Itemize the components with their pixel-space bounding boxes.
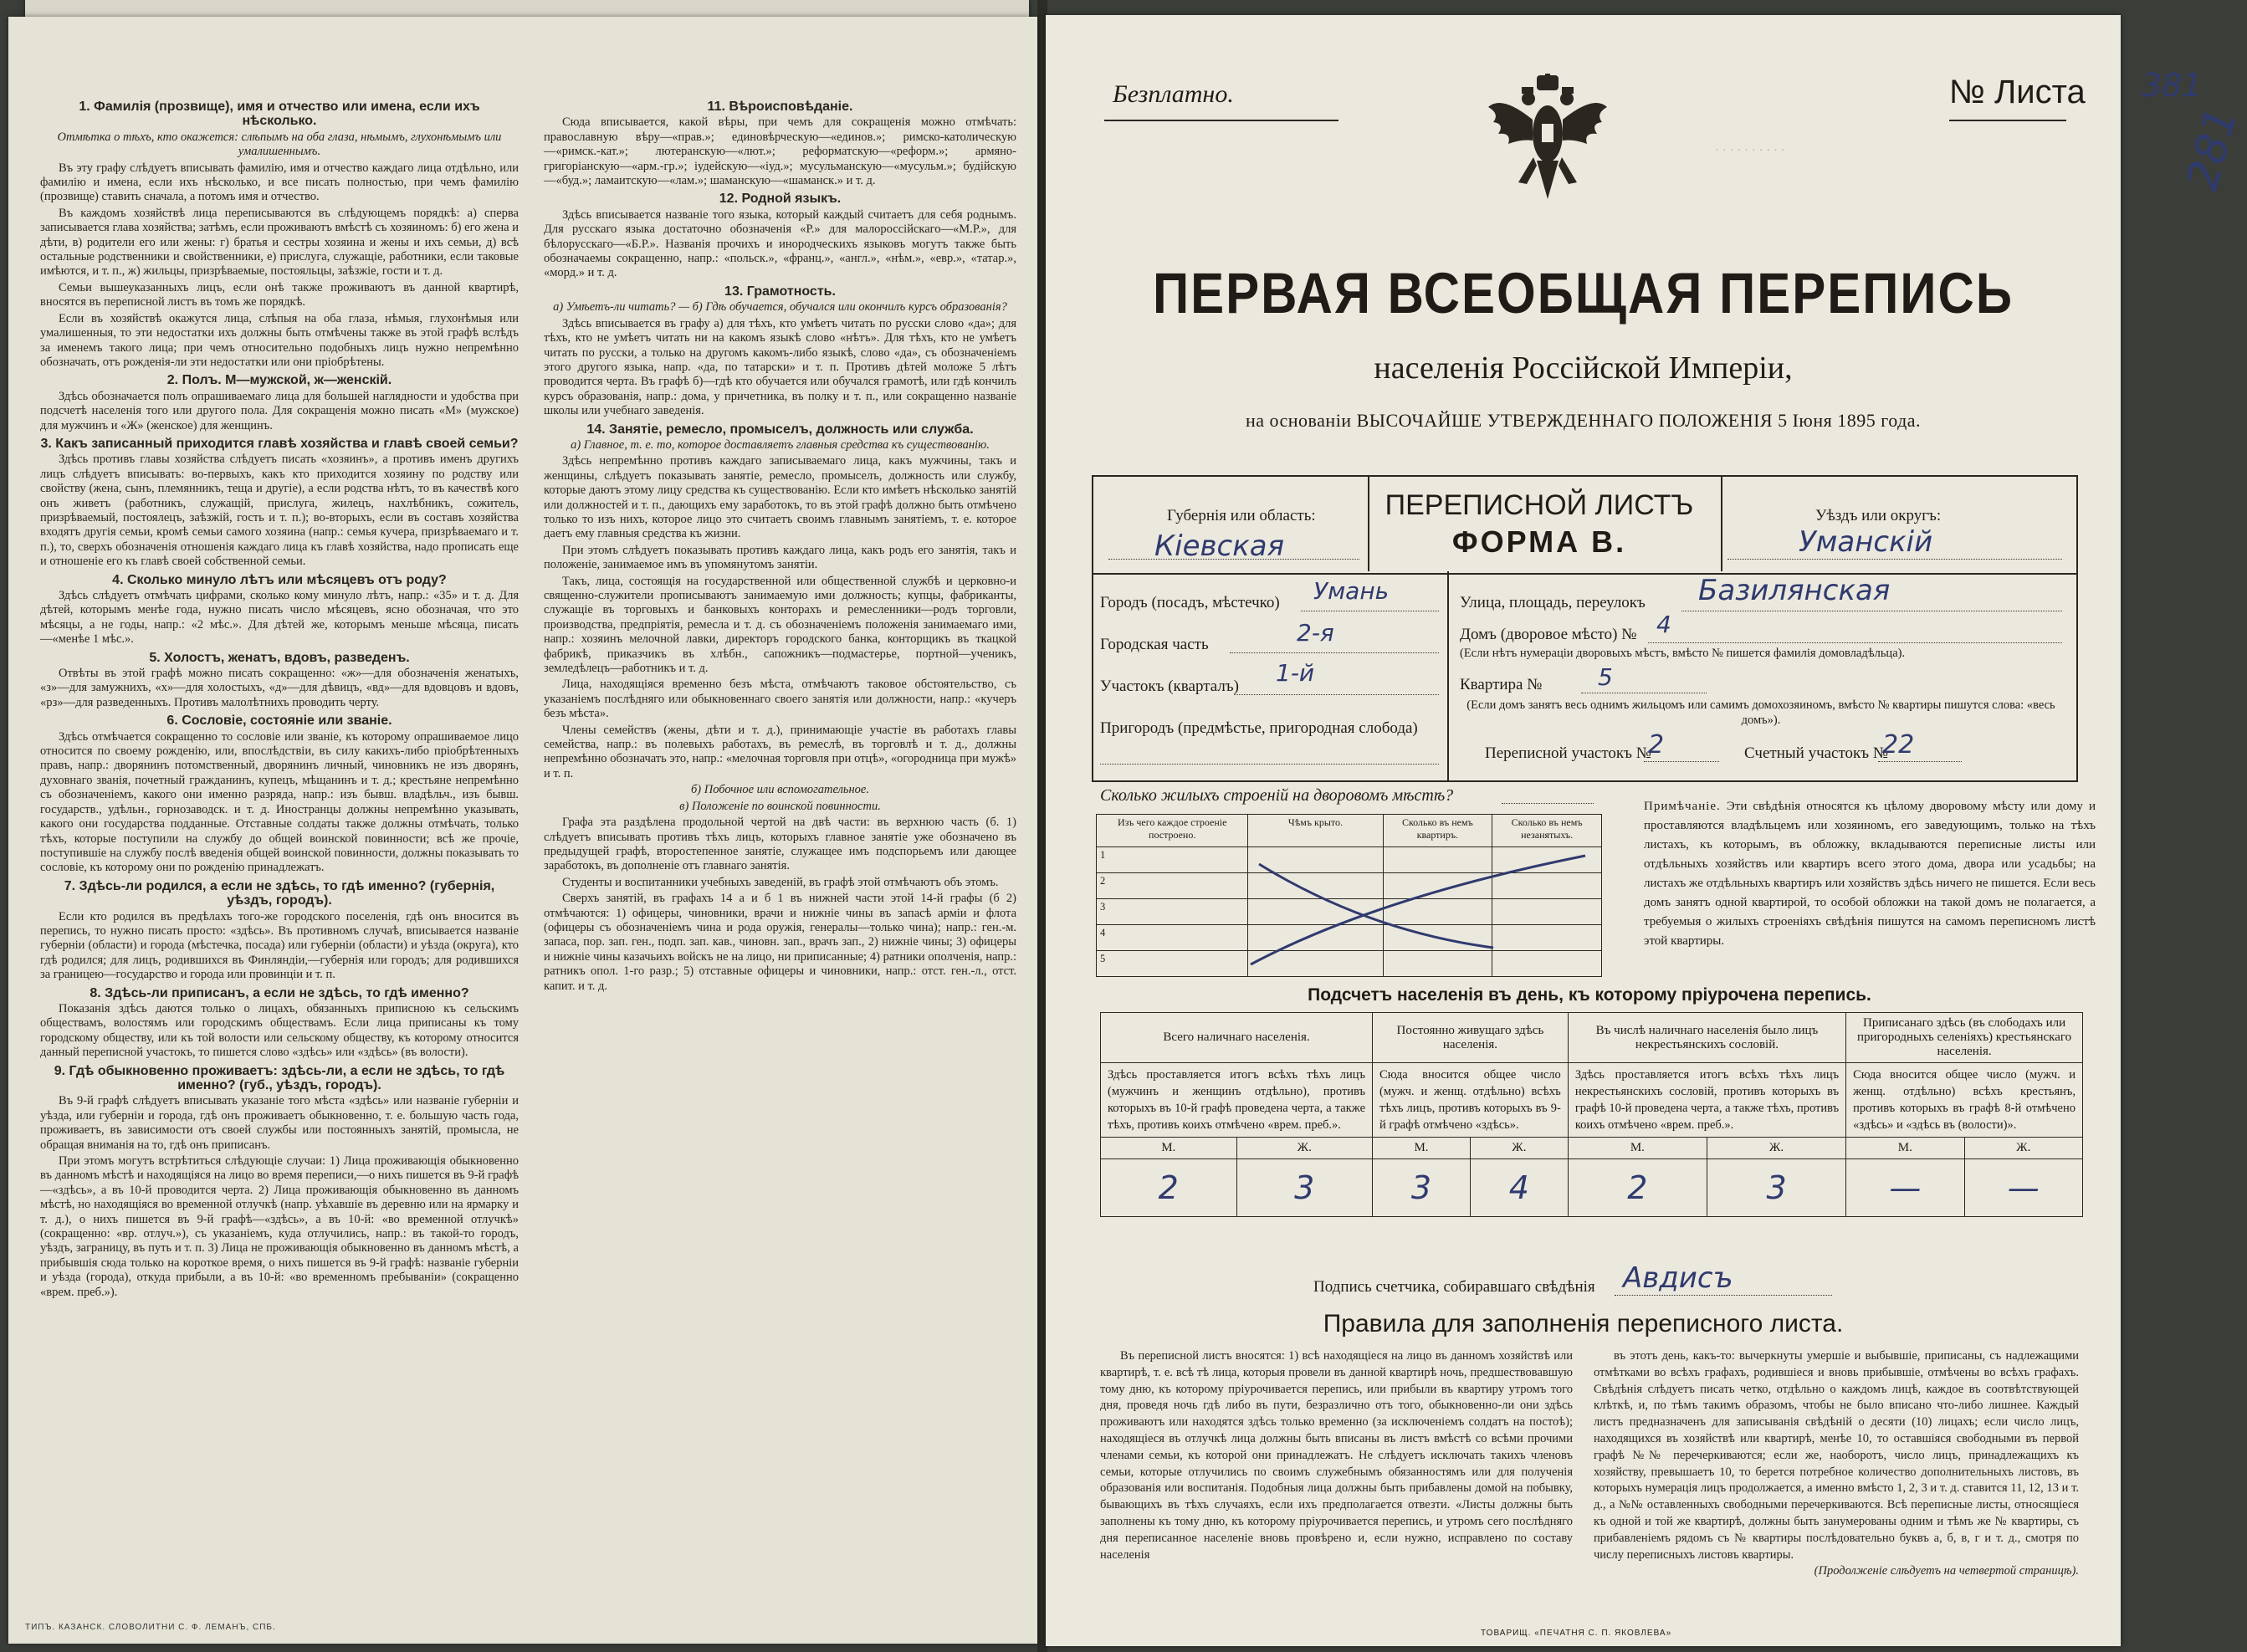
pop-value: 3 <box>1373 1159 1471 1217</box>
paragraph: Здѣсь вписывается названіе того языка, который каждый считаетъ для себя роднымъ. Для русскаго языка достаточно обозначенія «Р.» для малороссійскаго—«М.Р.», для бѣлорусскаго—«Б.Р.». Названія прочихъ и инородческихъ языковъ могутъ также быть обозначаемы сокращенно, напр.: «польск.», «франц.», «англ.», «нѣм.», «евр.», «татар.», «морд.» и т. д. <box>544 207 1016 280</box>
section-title: 3. Какъ записанный приходится главѣ хозяйства и главѣ своей семьи? <box>40 436 519 451</box>
paragraph: Здѣсь непремѣнно противъ каждаго записываемаго лица, какъ мужчины, такъ и женщины, слѣдуетъ показывать занятіе, ремесло, промыселъ, должность или службу, которые даютъ этому лицу средства къ существованію. Если кто имѣетъ нѣсколько занятій или должностей и т. п., дающихъ ему заработокъ, то въ этой графѣ должно быть отмѣчено только то изъ нихъ, которое лицо это считаетъ своимъ главнымъ занятіемъ, т. е. которое даетъ ему главныя средства къ жизни. <box>544 454 1016 541</box>
pop-values-row <box>1101 1159 2083 1217</box>
population-count-title: Подсчетъ населенія въ день, къ которому пріурочена перепись. <box>1308 985 1871 1005</box>
sex-zh: Ж. <box>1964 1138 2082 1159</box>
pop-header-non-peasant: Въ числѣ наличнаго населенія было лицъ некрестьянскихъ сословій. <box>1568 1013 1845 1063</box>
enumerator-signature-label: Подпись счетчика, собиравшаго свѣдѣнія <box>1313 1278 1595 1296</box>
paragraph: Члены семействъ (жены, дѣти и т. д.), принимающіе участіе въ работахъ главы семейства, напр.: въ полевыхъ работахъ, въ ремеслѣ, въ торговлѣ и т. д., должны непремѣнно обозначать это, напр.: «мелочная торговля при отцѣ», «огородница при мужѣ» и т. п. <box>544 723 1016 780</box>
paragraph: Здѣсь обозначается полъ опрашиваемаго лица для большей наглядности и удобства при подсчетѣ населенія того или другого пола. Для сокращенія можно писать «М» (мужское) для мужчинъ и «Ж» (женское) для женщинъ. <box>40 389 519 432</box>
paragraph: Здѣсь слѣдуетъ отмѣчать цифрами, сколько кому минуло лѣтъ, напр.: «35» и т. д. Для дѣтей, которымъ менѣе года, нужно писать число мѣсяцевъ, ясно обозначая, что это мѣсяцы, а не годы, напр.: «2 мѣс.». Для дѣтей же, которымъ меньше мѣсяца, писать—«менѣе 1 мѣс.». <box>40 589 519 647</box>
paragraph: Здѣсь отмѣчается сокращенно то сословіе или званіе, къ которому опрашиваемое лицо относится по своему рожденію, или, впослѣдствіи, въ силу какихъ-либо пріобрѣтенныхъ правъ, напр.: дворянинъ потомственный, дворянинъ личный, чиновникъ не изъ дворянъ, духовнаго званія, почетный гражданинъ, купецъ, мѣщанинъ и т. д.; крестьяне непремѣнно съ обозначеніемъ, какого они именно разряда, напр.: изъ бывш. владѣльч., изъ бывш. государств., удѣльн., горнозаводск. и т. д. Иностранцы должны непремѣнно указывать, какого они государства подданные. Отставные солдаты также должны отмѣчать, только тѣхъ, которые поступили на службу до общей воинской повинности; всѣ же прочіе, поступившіе на службу послѣ введенія общей воинской повинности, должны показывать то сословіе, къ которому они по рожденію принадлежатъ. <box>40 729 519 875</box>
section-title: 6. Сословіе, состояніе или званіе. <box>166 713 392 729</box>
paragraph: Такъ, лица, состоящія на государственной или общественной службѣ и церковно-и священно-служители прописываютъ занимаемую ими должность; купцы, фабриканты, служащіе въ торговыхъ и банковыхъ конторахъ и ремесленники—родъ торговли, производства, предпріятія, ремесла и т. д. съ обозначеніемъ положенія занимаемаго ими, напр.: хозяинъ мелочной лавки, директоръ городского банка, конторщикъ въ ткацкой фабрикѣ, приказчикъ въ хлѣбн., сапожникъ—подмастерье, портной—ученикъ, земледѣлецъ—работникъ и т. д. <box>544 574 1016 676</box>
pop-value: 2 <box>1568 1159 1707 1217</box>
census-title: ПЕРВАЯ ВСЕОБЩАЯ ПЕРЕПИСЬ <box>1153 260 2014 326</box>
paragraph: Въ каждомъ хозяйствѣ лица переписываются въ слѣдующемъ порядкѣ: а) сперва записывается глава хозяйства; затѣмъ, если проживаютъ вмѣстѣ съ хозяиномъ: б) его жена и дѣти, в) родители его или жены: г) братья и сестры хозяина и жены и ихъ семьи, д) всѣ остальные родственники и свойственники, е) прислуга, служащіе, работники, если таковые имѣются, и т. п., ж) жильцы, призрѣваемые, постояльцы, заѣзжіе, гости и т. д. <box>40 206 519 279</box>
section-title: 5. Холостъ, женатъ, вдовъ, разведенъ. <box>149 650 410 665</box>
left-page-instructions <box>8 17 1037 1644</box>
schet-uchastok-value: 22 <box>1882 730 1915 760</box>
uchastok-line <box>1234 694 1439 695</box>
guberniya-label: Губернія или область: <box>1167 507 1316 524</box>
printer-footer: ТИПЪ. КАЗАНСК. СЛОВОЛИТНИ С. Ф. ЛЕМАНЪ, СПБ. <box>25 1623 276 1632</box>
pop-desc: Сюда вносится общее число (мужч. и женщ. отдѣльно) всѣхъ тѣхъ лицъ, противъ которыхъ въ 9-й графѣ отмѣчено «здѣсь». <box>1373 1063 1569 1138</box>
pop-desc: Здѣсь проставляется итогъ всѣхъ тѣхъ лицъ некрестьянскихъ сословій, противъ которыхъ въ графѣ 10-й проведена черта, а также тѣхъ, противъ коихъ отмѣчено «врем. преб.». <box>1568 1063 1845 1138</box>
bldg-row-number: 4 <box>1097 925 1248 951</box>
note-text: Эти свѣдѣнія относятся къ цѣлому дворовому мѣсту или дому и проставляются владѣльцемъ или хозяиномъ, его заведующимъ, только на тѣхъ листахъ, къ которымъ, въ обложку, вкладываются переписные листы или отдѣльныхъ хозяйствъ или квартиръ всего этого дома, двора или усадьбы; на листахъ же отдѣльныхъ квартиръ или хозяйствъ здѣсь ничего не пишется. Если весь домъ занятъ одной квартирой, то особой обложки на такой домъ не полагается, а требуемыя о жилыхъ строеніяхъ свѣдѣнія пишутся на самомъ переписномъ листѣ этой квартиры. <box>1644 800 2096 948</box>
bldg-header-material: Изъ чего каждое строеніе построено. <box>1097 815 1248 847</box>
form-title-line1: ПЕРЕПИСНОЙ ЛИСТЪ <box>1385 489 1694 521</box>
section-subtitle: в) Положеніе по воинской повинности. <box>679 799 881 813</box>
paragraph: Графа эта раздѣлена продольной чертой на двѣ части: въ верхнюю часть (б. 1) слѣдуетъ вписывать противъ тѣхъ лицъ, которыхъ главное занятіе уже обозначено въ предыдущей графѣ, второстепенное занятіе, служащее имъ подспорьемъ или дающее заработокъ, въ дополненіе отъ главнаго занятія. <box>544 816 1016 873</box>
gorod-label: Городъ (посадъ, мѣстечко) <box>1100 594 1280 611</box>
dom-line <box>1648 642 2062 643</box>
form-title-line2: ФОРМА В. <box>1451 524 1627 559</box>
section-subtitle: Отмѣтка о тѣхъ, кто окажется: слѣпымъ на оба глаза, нѣмымъ, глухонѣмымъ или умалишеннымъ. <box>57 130 502 159</box>
sheet-number-handwritten-2: 281 <box>2177 102 2247 196</box>
bldg-row-number: 2 <box>1097 873 1248 899</box>
perepis-uchastok-line <box>1644 761 1719 762</box>
pop-header-total: Всего наличнаго населенія. <box>1101 1013 1373 1063</box>
sex-zh: Ж. <box>1707 1138 1845 1159</box>
schet-uchastok-line <box>1878 761 1962 762</box>
bldg-header-apartments: Сколько въ немъ квартиръ. <box>1383 815 1492 847</box>
printer-footer-right: ТОВАРИЩ. «ПЕЧАТНЯ С. П. ЯКОВЛЕВА» <box>1481 1629 1672 1638</box>
paragraph: При этомъ могутъ встрѣтиться слѣдующіе случаи: 1) Лица проживающія обыкновенно въ данномъ мѣстѣ и находящіяся на лицо во время переписи,—о нихъ пишется въ 9-й графѣ—«здѣсь», а въ 10-й проводится черта. 2) Лица проживающія обыкновенно въ данномъ мѣстѣ, но находящіяся во временной отлучкѣ (напр. уѣхавшіе въ деревню или на ярмарку и т. д.), о нихъ пишется въ 9-й графѣ—«здѣсь», а въ 10-й: «во временной отлучкѣ» (сокращенно: «вр. отлуч.»), съ указаніемъ, куда отлучились, напр.: въ такой-то городъ, уѣздъ, заграницу, въ путь и т. п. 3) Лица не проживающія обыкновенно въ данномъ мѣстѣ, а прибывшія сюда только на короткое время, о нихъ пишется въ 9-й графѣ: названіе губерніи и уѣзда (города), откуда прибыли, а въ 10-й: «во временномъ пребываніи» (сокращенно «врем. преб.»). <box>40 1154 519 1299</box>
chast-value: 2-я <box>1297 619 1334 647</box>
pop-header-peasant: Приписанаго здѣсь (въ слободахъ или пригородныхъ селеніяхъ) крестьянскаго населенія. <box>1846 1013 2083 1063</box>
paragraph: Семьи вышеуказанныхъ лицъ, если онѣ также проживаютъ въ данной квартирѣ, вносятся въ переписной листъ въ томъ же порядкѣ. <box>40 280 519 309</box>
rules-text-2: въ этотъ день, какъ-то: вычеркнуты умершіе и выбывшіе, приписаны, съ надлежащими отмѣтками во всѣхъ графахъ, родившіеся и вновь прибывшіе, отмѣчены во всѣхъ графахъ. Свѣдѣнія слѣдуетъ писать четко, отдѣльно о каждомъ лицѣ, каждое въ соотвѣтствующей клѣткѣ, и, по тѣмъ такимъ образомъ, чтобы не было вписано что-либо лишнее. Каждый листъ предназначенъ для записыванія свѣдѣній о десяти (10) лицахъ; если число лицъ, находящихся въ хозяйствѣ или квартирѣ, менѣе 10, то оставшіяся свободными въ первой графѣ №№ перечеркиваются; если же, наоборотъ, число лицъ, принадлежащихъ къ хозяйству, превышаетъ 10, то берется потребное количество дополнительныхъ листовъ, въ которыхъ нумерація лицъ продолжается, а именно вмѣсто 1, 2, 3 и т. д. ставится 11, 12, 13 и т. д., а №№ оставленныхъ свободными перечеркиваются. Всѣ переписные листы, относящіеся къ одной и той же квартирѣ, должны быть занумерованы одним и тѣмъ же № квартиры, съ прибавленіемъ рядомъ съ № квартиры послѣдовательно буквъ а, б, в, г и т. д., смотря по числу переписныхъ листовъ квартиры. <box>1594 1349 2079 1562</box>
perepis-uchastok-value: 2 <box>1648 730 1665 760</box>
stroenia-question: Сколько жилыхъ строеній на дворовомъ мѣстѣ? <box>1100 786 1454 805</box>
sex-m: М. <box>1568 1138 1707 1159</box>
paragraph: Здѣсь противъ главы хозяйства слѣдуетъ писать «хозяинъ», а противъ именъ другихъ лицъ слѣдуетъ вписывать: во-первыхъ, какъ кто приходится хозяину по родству или свойству (жена, сынъ, племянникъ, теща и другіе), а если родства нѣтъ, то въ качествѣ кого онъ живетъ (работникъ, служащій, прислуга, жилецъ, нахлѣбникъ, сожитель, призрѣваемый, постоялецъ, заѣзжій, гость и т. п.); во-вторыхъ, если въ составъ хозяйства входятъ другія семьи, кромѣ семьи самого хозяина (напр.: семья кучера, призрѣваемаго и т. п.), то, сверхъ обозначенія отношенія каждаго лица къ главѣ хозяйства, надо прописать еще и отношеніе его къ главѣ своей собственной семьи. <box>40 453 519 569</box>
paragraph: Если кто родился въ предѣлахъ того-же городского поселенія, гдѣ онъ вносится въ перепись, то нужно писать просто: «здѣсь». Въ противномъ случаѣ, вписывается названіе губерніи (области) и города (мѣстечка, посада) или губерніи (области) и уѣзда (округа), кто гдѣ родился; для лицъ, родившихся въ Финляндіи,—губернія или городъ; для родившихся за границею—государство и города или провинціи и т. п. <box>40 909 519 982</box>
pop-value: 2 <box>1101 1159 1237 1217</box>
section-title: 12. Родной языкъ. <box>719 192 842 207</box>
rules-column-2 <box>1594 1348 2079 1580</box>
rules-continuation: (Продолженіе слѣдуетъ на четвертой страницѣ). <box>1814 1564 2079 1578</box>
signature-line <box>1615 1295 1832 1296</box>
bldg-header-roof: Чѣмъ крыто. <box>1248 815 1383 847</box>
buildings-header-row <box>1097 815 1602 847</box>
section-title: 1. Фамилія (прозвище), имя и отчество или имена, если ихъ нѣсколько. <box>79 100 480 129</box>
paragraph: Сверхъ занятій, въ графахъ 14 а и б 1 въ нижней части этой 14-й графы (б 2) отмѣчаются: 1) офицеры, чиновники, врачи и нижніе чины въ запасѣ арміи и флота (офицеры съ обозначеніемъ чина и рода оружія, генералы—только чина); напр.: ген.-м. запаса, пор. зап. ген., подп. зап. кав., чиновн. зап., врачъ зап., 2) нижніе чины; 3) офицеры и нижніе чины казачьихъ войскъ не на лицо, ни приписанные; 4) ратники ополченія, напр.: ратникъ опол. 1-го разр.; 5) отставные офицеры и чиновники, напр.: отст. ген.-л., отст. капит. и т. д. <box>544 892 1016 993</box>
section-subtitle: а) Умѣетъ-ли читать? — б) Гдѣ обучается, обучался или окончилъ курсъ образованія? <box>553 300 1007 315</box>
population-table <box>1100 1012 2083 1217</box>
paragraph: При этомъ слѣдуетъ показывать противъ каждаго лица, какъ родъ его занятія, такъ и положеніе, занимаемое имъ въ упомянутомъ занятіи. <box>544 543 1016 572</box>
uchastok-value: 1-й <box>1276 659 1315 687</box>
sheet-number-handwritten: 381 <box>2142 67 2203 104</box>
guberniya-value: Кіевская <box>1154 529 1285 563</box>
paragraph: Отвѣты въ этой графѣ можно писать сокращенно: «ж»—для обозначенія женатыхъ, «з»—для замужнихъ, «х»—для холостыхъ, «д»—для дѣвицъ, «вд»—для вдовцовъ и вдовъ, «рз»—для разведенныхъ. Противъ малолѣтнихъ проводить черту. <box>40 667 519 709</box>
chast-line <box>1230 652 1439 653</box>
prigorod-line <box>1100 764 1439 765</box>
bldg-row-number: 3 <box>1097 899 1248 925</box>
section-title: 8. Здѣсь-ли приписанъ, а если не здѣсь, то гдѣ именно? <box>90 985 469 1000</box>
pop-value: — <box>1964 1159 2082 1217</box>
free-label: Безплатно. <box>1113 80 1234 108</box>
sheet-number-underline <box>1949 120 2066 121</box>
guberniya-line <box>1108 559 1359 560</box>
dom-note: (Если нѣтъ нумераціи дворовыхъ мѣстъ, вмѣсто № пишется фамилія домовладѣльца). <box>1460 647 1906 660</box>
rules-column-1 <box>1100 1348 1573 1563</box>
ulica-label: Улица, площадь, переулокъ <box>1460 594 1646 611</box>
address-divider <box>1447 571 1449 780</box>
buildings-crossout-mark <box>1242 847 1594 973</box>
rules-title: Правила для заполненія переписного листа. <box>1323 1310 1844 1337</box>
pop-value: 3 <box>1707 1159 1845 1217</box>
pop-value: 4 <box>1470 1159 1568 1217</box>
left-column-2 <box>544 96 1016 1593</box>
sex-zh: Ж. <box>1470 1138 1568 1159</box>
section-title: 4. Сколько минуло лѣтъ или мѣсяцевъ отъ роду? <box>112 572 447 587</box>
rules-text-1: Въ переписной листъ вносятся: 1) всѣ находящіеся на лицо въ данномъ хозяйствѣ или квартирѣ, т. е. всѣ тѣ лица, которыя провели въ данной квартирѣ ночь, предшествовавшую тому дню, къ которому пріурочивается перепись, или прибыли въ квартиру утромъ того дня, проведя ночь гдѣ либо въ пути, безразлично отъ того, обыкновенно-ли они здѣсь проживаютъ или находятся здѣсь только временно (за исключеніемъ солдатъ на постоѣ); находящіеся въ отлучкѣ лица должны быть вписаны въ листъ вмѣстѣ со всѣми прочими членами семьи, къ которой они принадлежатъ. Не слѣдуетъ исключать такихъ членовъ семьи, которые отлучились по своимъ служебнымъ обязанностямъ или для полученія образованія или воспитанія. Подобныя лица должны быть прибавлены домой на побывку, бывающихъ въ тѣхъ случаяхъ, если ихъ предполагается отвезти. «Листы должны быть заполнены къ тому дню, къ которому пріурочивается перепись, и утромъ сего послѣдняго дня переписанное населеніе вновь провѣрено и, если нужно, исправлено по составу населенія <box>1100 1349 1573 1562</box>
sex-m: М. <box>1373 1138 1471 1159</box>
pop-value: 3 <box>1236 1159 1373 1217</box>
uezd-line <box>1727 559 2062 560</box>
paragraph: Показанія здѣсь даются только о лицахъ, обязанныхъ приписною къ сельскимъ обществамъ, волостямъ или городскимъ обществамъ. Если лица приписаны къ тому городскому обществу, или къ той волости или сельскому обществу, къ которому относится данный переписной участокъ, то пишется слово «здѣсь» или «здѣсь» (въ волости). <box>40 1001 519 1060</box>
sex-zh: Ж. <box>1236 1138 1373 1159</box>
dom-value: 4 <box>1656 611 1671 638</box>
paragraph: Сюда вписывается, какой вѣры, при чемъ для сокращенія можно отмѣчать: православную вѣру—«прав.»; единовѣрческую—«единов.»; римско-католическую—«римск.-кат.»; лютеранскую—«лют.»; реформатскую—«реформ.»; армяно-григоріанскую—«арм.-гр.»; іудейскую—«іуд.»; мусульманскую—«мусульм.»; будійскую—«буд.»; ламаитскую—«лам.»; шаманскую—«шаманск.» и т. д. <box>544 115 1016 188</box>
kv-note: (Если домъ занятъ весь однимъ жильцомъ или самимъ домохозяиномъ, вмѣсто № квартиры пишутся слова: «весь домъ»). <box>1466 698 2055 727</box>
uezd-value: Уманскій <box>1799 525 1933 559</box>
paragraph: Если въ хозяйствѣ окажутся лица, слѣпыя на оба глаза, нѣмыя, глухонѣмыя или умалишенныя, то эти недостатки ихъ должны быть отмѣчены также въ этой графѣ вслѣдъ за именемъ такого лица; при чемъ относительно подобныхъ лицъ нужно непремѣнно обозначать, отъ рожденія-ли эти недостатки или они пріобрѣтены. <box>40 311 519 369</box>
paragraph: Въ эту графу слѣдуетъ вписывать фамилію, имя и отчество каждаго лица отдѣльно, или фамилію и имена, если ихъ нѣсколько, и все писать полностью, при чемъ фамилію (прозвище) ставить сначала, а потомъ имя и отчество. <box>40 161 519 204</box>
section-title: 13. Грамотность. <box>724 284 836 299</box>
sheet-number-label: № Листа <box>1949 74 2086 110</box>
paragraph: Лица, находящіяся временно безъ мѣста, отмѣчаютъ таковое обстоятельство, съ указаніемъ послѣдняго или обыкновеннаго своего занятія или должности, напр.: «кучеръ безъ мѣста». <box>544 678 1016 721</box>
pop-value: — <box>1846 1159 1964 1217</box>
free-underline <box>1104 120 1338 121</box>
pop-sex-row <box>1101 1138 2083 1159</box>
sheet-number <box>1949 67 2247 196</box>
double-headed-eagle-emblem <box>1485 74 1610 207</box>
enumerator-signature: Авдисъ <box>1623 1261 1733 1295</box>
census-subtitle: населенія Россійской Имперіи, <box>1374 350 1793 386</box>
pop-desc-row <box>1101 1063 2083 1138</box>
gorod-value: Умань <box>1313 577 1390 605</box>
section-title: 14. Занятіе, ремесло, промыселъ, должность или служба. <box>586 422 974 437</box>
pop-desc: Здѣсь проставляется итогъ всѣхъ тѣхъ лицъ (мужчинъ и женщинъ отдѣльно), противъ которыхъ въ 10-й графѣ проведена черта, а также тѣхъ, противъ коихъ отмѣчено «врем. преб.». <box>1101 1063 1373 1138</box>
pop-header-row <box>1101 1013 2083 1063</box>
census-decree: на основаніи ВЫСОЧАЙШЕ УТВЕРЖДЕННАГО ПОЛОЖЕНІЯ 5 Іюня 1895 года. <box>1245 410 1922 431</box>
section-title: 11. Вѣроисповѣданіе. <box>707 100 853 114</box>
bldg-row-number: 1 <box>1097 847 1248 873</box>
bleed-through: · · · · · · · · · · <box>1715 144 1785 157</box>
left-column-1 <box>40 96 519 1593</box>
chast-label: Городская часть <box>1100 636 1209 653</box>
right-page-census-form <box>1046 15 2247 1646</box>
kv-value: 5 <box>1598 663 1613 691</box>
pop-desc: Сюда вносится общее число (мужч. и женщ. отдѣльно) всѣхъ крестьянъ, противъ которыхъ въ графѣ 8-й отмѣчено «здѣсь» и «здѣсь въ (волости)». <box>1846 1063 2083 1138</box>
schet-uchastok-label: Счетный участокъ № <box>1744 744 1888 762</box>
perepis-uchastok-label: Переписной участокъ № <box>1485 744 1651 762</box>
section-title: 9. Гдѣ обыкновенно проживаетъ: здѣсь-ли, а если не здѣсь, то гдѣ именно? (губ., уѣздъ, городъ). <box>54 1063 505 1092</box>
section-subtitle: б) Побочное или вспомогательное. <box>691 783 869 797</box>
note-label: Примѣчаніе. <box>1644 800 1721 813</box>
form-title <box>1368 487 1711 560</box>
pop-header-permanent: Постоянно живущаго здѣсь населенія. <box>1373 1013 1569 1063</box>
section-title: 2. Полъ. М—мужской, ж—женскій. <box>166 373 392 388</box>
sex-m: М. <box>1846 1138 1964 1159</box>
dom-label: Домъ (дворовое мѣсто) № <box>1460 626 1637 643</box>
ulica-value: Базилянская <box>1698 574 1891 607</box>
section-subtitle: а) Главное, т. е. то, которое доставляетъ главныя средства къ существованію. <box>571 437 990 452</box>
prigorod-label: Пригородъ (предмѣстье, пригородная слобода) <box>1100 719 1418 737</box>
uezd-label: Уѣздъ или округъ: <box>1815 507 1942 524</box>
bldg-row-number: 5 <box>1097 951 1248 977</box>
bldg-header-vacant: Сколько въ немъ незанятыхъ. <box>1492 815 1602 847</box>
buildings-note <box>1644 797 2096 951</box>
stroenia-line <box>1502 803 1594 804</box>
kv-label: Квартира № <box>1460 676 1543 693</box>
paragraph: Въ 9-й графѣ слѣдуетъ вписывать указаніе того мѣста «здѣсь» или названіе губерніи и уѣзда, или губерніи и города, гдѣ онъ проживаетъ обыкновенно, т. е. большую часть года, проживаетъ, въ зависимости отъ своей службы или постоянныхъ занятій, промысла, не обращая вниманія на то, гдѣ онъ приписанъ. <box>40 1094 519 1152</box>
paragraph: Студенты и воспитанники учебныхъ заведеній, въ графѣ этой отмѣчаютъ объ этомъ. <box>562 875 999 889</box>
section-title: 7. Здѣсь-ли родился, а если не здѣсь, то гдѣ именно? (губернія, уѣздъ, городъ). <box>64 878 495 908</box>
uchastok-label: Участокъ (кварталъ) <box>1100 678 1239 695</box>
sex-m: М. <box>1101 1138 1237 1159</box>
paragraph: Здѣсь вписывается въ графу а) для тѣхъ, кто умѣетъ читать по русски слово «да»; для тѣхъ, кто не умѣетъ читать ни на какомъ языкѣ слово «нѣтъ». Для тѣхъ, кто не умѣетъ читать по русски, а только на другомъ какомъ-либо языкѣ, слово «да», съ обозначеніемъ этого другого языка, напр. «да, по татарски» и т. п. Противъ дѣтей моложе 5 лѣтъ проводится черта. Въ графѣ б)—гдѣ кто обучается или обучался грамотѣ, или гдѣ кончилъ курсъ образованія, напр.: дома, у причетника, въ полку и т. п., или сокращенно названіе школы или учебнаго заведенія. <box>544 316 1016 418</box>
